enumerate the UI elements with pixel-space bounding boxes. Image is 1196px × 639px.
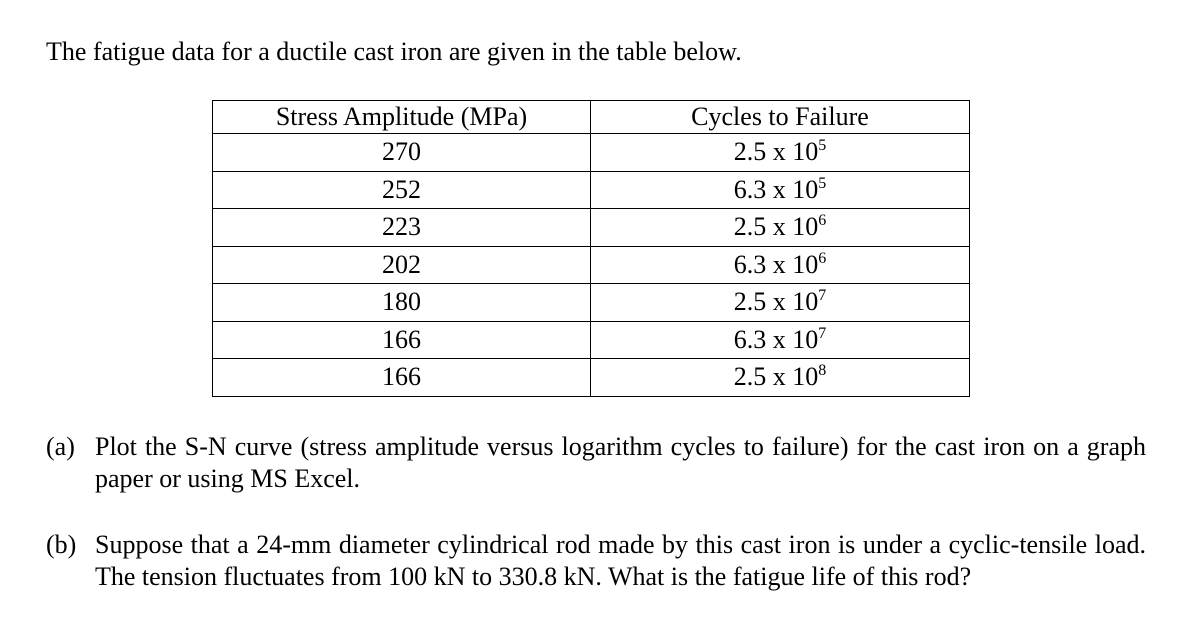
cycles-base: 10: [792, 212, 819, 242]
cycles-value: [734, 287, 827, 316]
table-row: [213, 321, 970, 359]
cycles-exponent: 7: [818, 287, 827, 305]
cycles-value: [734, 362, 827, 391]
cycles-base: 10: [792, 174, 819, 204]
cycles-exponent: 7: [818, 324, 827, 342]
header-stress-amplitude: Stress Amplitude (MPa): [213, 101, 591, 134]
cycles-base: 10: [792, 137, 819, 167]
stress-cell: 223: [213, 209, 591, 247]
table-row: [213, 246, 970, 284]
cycles-base: 10: [792, 287, 819, 317]
stress-cell: 270: [213, 134, 591, 172]
table-row: [213, 134, 970, 172]
table-row: [213, 284, 970, 322]
cycles-base: 10: [792, 249, 819, 279]
cycles-base: 10: [792, 362, 819, 392]
cycles-mantissa: 6.3: [733, 249, 767, 279]
fatigue-data-table: [212, 100, 970, 397]
times-sign: x: [772, 174, 786, 204]
cycles-cell: [591, 284, 970, 322]
cycles-value: [734, 212, 827, 241]
times-sign: x: [772, 362, 786, 392]
stress-cell: 180: [213, 284, 591, 322]
stress-cell: 166: [213, 321, 591, 359]
cycles-cell: [591, 246, 970, 284]
cycles-mantissa: 6.3: [733, 174, 767, 204]
cycles-cell: [591, 209, 970, 247]
question-a-text: Plot the S-N curve (stress amplitude versus logarithm cycles to failure) for the cast iron on a graph paper or using MS Excel.: [95, 432, 1146, 493]
cycles-mantissa: 2.5: [733, 287, 767, 317]
times-sign: x: [772, 137, 786, 167]
cycles-cell: [591, 134, 970, 172]
question-b: [46, 529, 1146, 593]
table-row: [213, 171, 970, 209]
intro-paragraph: The fatigue data for a ductile cast iron are given in the table below.: [46, 37, 742, 66]
cycles-mantissa: 2.5: [733, 212, 767, 242]
times-sign: x: [772, 249, 786, 279]
cycles-value: [734, 137, 827, 166]
cycles-exponent: 6: [818, 212, 827, 230]
cycles-exponent: 5: [818, 137, 827, 155]
cycles-cell: [591, 171, 970, 209]
table-row: [213, 209, 970, 247]
cycles-value: [734, 325, 827, 354]
table-header-row: [213, 101, 970, 134]
question-a-label: (a): [46, 432, 75, 461]
cycles-mantissa: 2.5: [733, 137, 767, 167]
cycles-value: [734, 175, 827, 204]
table-row: [213, 359, 970, 397]
times-sign: x: [772, 324, 786, 354]
times-sign: x: [772, 212, 786, 242]
stress-cell: 252: [213, 171, 591, 209]
header-cycles-to-failure: Cycles to Failure: [591, 101, 970, 134]
cycles-mantissa: 6.3: [733, 324, 767, 354]
stress-cell: 202: [213, 246, 591, 284]
cycles-mantissa: 2.5: [733, 362, 767, 392]
cycles-exponent: 6: [818, 249, 827, 267]
times-sign: x: [772, 287, 786, 317]
question-a: [46, 431, 1146, 495]
cycles-base: 10: [792, 324, 819, 354]
cycles-cell: [591, 359, 970, 397]
question-b-text: Suppose that a 24-mm diameter cylindrical rod made by this cast iron is under a cyclic-tensile load. The tension fluctuates from 100 kN to 330.8 kN. What is the fatigue life of this rod?: [95, 530, 1146, 591]
cycles-value: [734, 250, 827, 279]
question-b-label: (b): [46, 530, 77, 559]
cycles-cell: [591, 321, 970, 359]
stress-cell: 166: [213, 359, 591, 397]
cycles-exponent: 8: [818, 362, 827, 380]
cycles-exponent: 5: [818, 174, 827, 192]
